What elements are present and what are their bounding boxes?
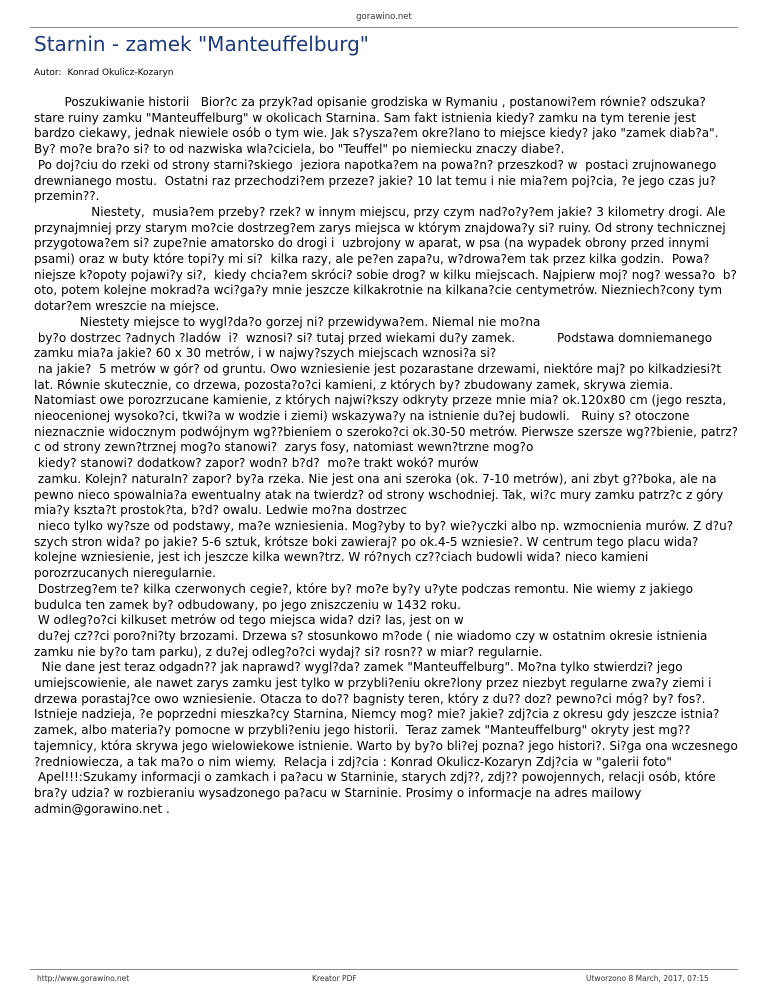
article-paragraph: zamku. Kolejn? naturaln? zapor? by?a rzeka. Nie jest ona ani szeroka (ok. 7-10 metrów), ani zbyt g??boka, ale na pewno nieco spowalnia?a ewentualny atak na twierdz? od strony wschodniej. Tak, wi?c mury zamku patrz?c z góry mia?y kszta?t prostok?ta, b?d? owalu. Ledwie mo?na dostrzec	[34, 471, 724, 518]
footer-url[interactable]: http://www.gorawino.net	[37, 974, 130, 983]
footer-created-date: Utworzono 8 March, 2017, 07:15	[586, 974, 709, 983]
article-paragraph: Poszukiwanie historii Bior?c za przyk?ad opisanie grodziska w Rymaniu , postanowi?em równie? odszuka? stare ruiny zamku "Manteuffelburg" w okolicach Starnina. Sam fakt istnienia kiedy? zamku na tym terenie jest bardzo ciekawy, jednak niewiele osób o tym wie. Jak s?ysza?em okre?lano to miejsce kiedy? jako "zamek diab?a". By? mo?e bra?o si? to od nazwiska wla?ciciela, bo "Teuffel" po niemiecku znaczy diabe?.	[34, 95, 719, 157]
article-paragraph: nieco tylko wy?sze od podstawy, ma?e wzniesienia. Mog?yby to by? wie?yczki albo np. wzmocnienia murów. Z d?u?szych stron wida? po jakie? 5-6 sztuk, krótsze boki zawieraj? po ok.4-5 wzniesie?. W centrum tego placu wida? kolejne wzniesienie, jest ich jeszcze kilka wewn?trz. W ró?nych cz??ciach budowli wida? nieco kamieni porozrzucanych nieregularnie.	[34, 518, 734, 581]
article-paragraph: Nie dane jest teraz odgadn?? jak naprawd? wygl?da? zamek "Manteuffelburg". Mo?na tylko stwierdzi? jego umiejscowienie, ale nawet zarys zamku jest tylko w przybli?eniu okre?lony przez niezbyt regularne zwa?y ziemi i drzewa porastaj?ce owo wzniesienie. Otacza to do?? bagnisty teren, który z du?? doz? pewno?ci móg? by? fos?. Istnieje nadzieja, ?e poprzedni mieszka?cy Starnina, Niemcy mog? mie? jakie? zdj?cia z okresu gdy jeszcze istnia? zamek, albo materia?y pomocne w przybli?eniu jego historii. Teraz zamek "Manteuffelburg" okryty jest mg?? tajemnicy, która skrywa jego wielowiekowe istnienie. Warto by by?o bli?ej pozna? jego histori?. Si?ga ona wczesnego ?redniowiecza, a tak ma?o o nim wiemy. Relacja i zdj?cia : Konrad Okulicz-Kozaryn Zdj?cia w "galerii foto"	[34, 660, 738, 769]
footer-divider	[30, 969, 738, 970]
article-paragraph: Apel!!!:Szukamy informacji o zamkach i pa?acu w Starninie, starych zdj??, zdj?? powojennych, relacji osób, które bra?y udzia? w rozbieraniu wysadzonego pa?acu w Starninie. Prosimy o informacje na adres mailowy admin@gorawino.net .	[34, 770, 716, 816]
article-paragraph: W odleg?o?ci kilkuset metrów od tego miejsca wida? dzi? las, jest on w	[34, 613, 464, 628]
header-divider	[30, 27, 738, 28]
article-body	[34, 95, 738, 817]
author-name: Konrad Okulicz-Kozaryn	[67, 68, 174, 78]
site-header: gorawino.net	[356, 12, 412, 22]
page-title: Starnin - zamek "Manteuffelburg"	[34, 32, 369, 56]
footer-generator: Kreator PDF	[312, 974, 357, 983]
author-line	[34, 68, 174, 78]
article-paragraph: Dostrzeg?em te? kilka czerwonych cegie?, które by? mo?e by?y u?yte podczas remontu. Nie wiemy z jakiego budulca ten zamek by? odbudowany, po jego zniszczeniu w 1432 roku.	[34, 581, 693, 612]
article-paragraph: Niestety miejsce to wygl?da?o gorzej ni? przewidywa?em. Niemal nie mo?na	[34, 314, 541, 329]
article-paragraph: by?o dostrzec ?adnych ?ladów i? wznosi? si? tutaj przed wiekami du?y zamek. Podstawa domniemanego zamku mia?a jakie? 60 x 30 metrów, i w najwy?szych miejscach wznosi?a si?	[34, 330, 713, 361]
author-label: Autor:	[34, 68, 62, 78]
article-paragraph: du?ej cz??ci poro?ni?ty brzozami. Drzewa s? stosunkowo m?ode ( nie wiadomo czy w ostatnim okresie istnienia zamku nie by?o tam parku), z du?ej odleg?o?ci wydaj? si? rosn?? w miar? regularnie.	[34, 628, 708, 659]
article-paragraph: na jakie? 5 metrów w gór? od gruntu. Owo wzniesienie jest pozarastane drzewami, niektóre maj? po kilkadziesi?t lat. Równie skutecznie, co drzewa, pozosta?o?ci kamieni, z których by? zbudowany zamek, skrywa ziemia. Natomiast owe porozrzucane kamienie, z których najwi?kszy odkryty przeze mnie mia? ok.120x80 cm (jego reszta, nieocenionej wysoko?ci, tkwi?a w wodzie i ziemi) wskazywa?y na istnienie du?ej budowli. Ruiny s? otoczone nieznacznie widocznym podwójnym wg??bieniem o szeroko?ci ok.30-50 metrów. Pierwsze szersze wg??bienie, patrz?c od strony zewn?trznej mog?o stanowi? zarys fosy, natomiast wewn?trzne mog?o	[34, 361, 738, 455]
article-paragraph: Niestety, musia?em przeby? rzek? w innym miejscu, przy czym nad?o?y?em jakie? 3 kilometry drogi. Ale przynajmniej przy starym mo?cie dostrzeg?em zarys miejsca w którym znajdowa?y si? ruiny. Od strony technicznej przygotowa?em si? zupe?nie amatorsko do drogi i uzbrojony w aparat, w psa (na wypadek obrony przed innymi psami) oraz w buty które topi?y mi si? kilka razy, ale pe?en zapa?u, w?drowa?em tak przez kilka godzin. Powa?niejsze k?opoty pojawi?y si?, kiedy chcia?em skróci? sobie drog? w kilku miejscach. Najpierw moj? nog? wessa?o b?oto, potem kolejne mokrad?a wci?ga?y mnie jeszcze kilkakrotnie na kilkana?cie centymetrów. Niezniech?cony tym dotar?em wreszcie na miejsce.	[34, 204, 737, 314]
article-paragraph: kiedy? stanowi? dodatkow? zapor? wodn? b?d? mo?e trakt wokó? murów	[34, 456, 479, 471]
article-paragraph: Po doj?ciu do rzeki od strony starni?skiego jeziora napotka?em na powa?n? przeszkod? w postaci zrujnowanego drewnianego mostu. Ostatni raz przechodzi?em przeze? jakie? 10 lat temu i nie mia?em poj?cia, ?e jego czas ju? przemin??.	[34, 157, 717, 204]
